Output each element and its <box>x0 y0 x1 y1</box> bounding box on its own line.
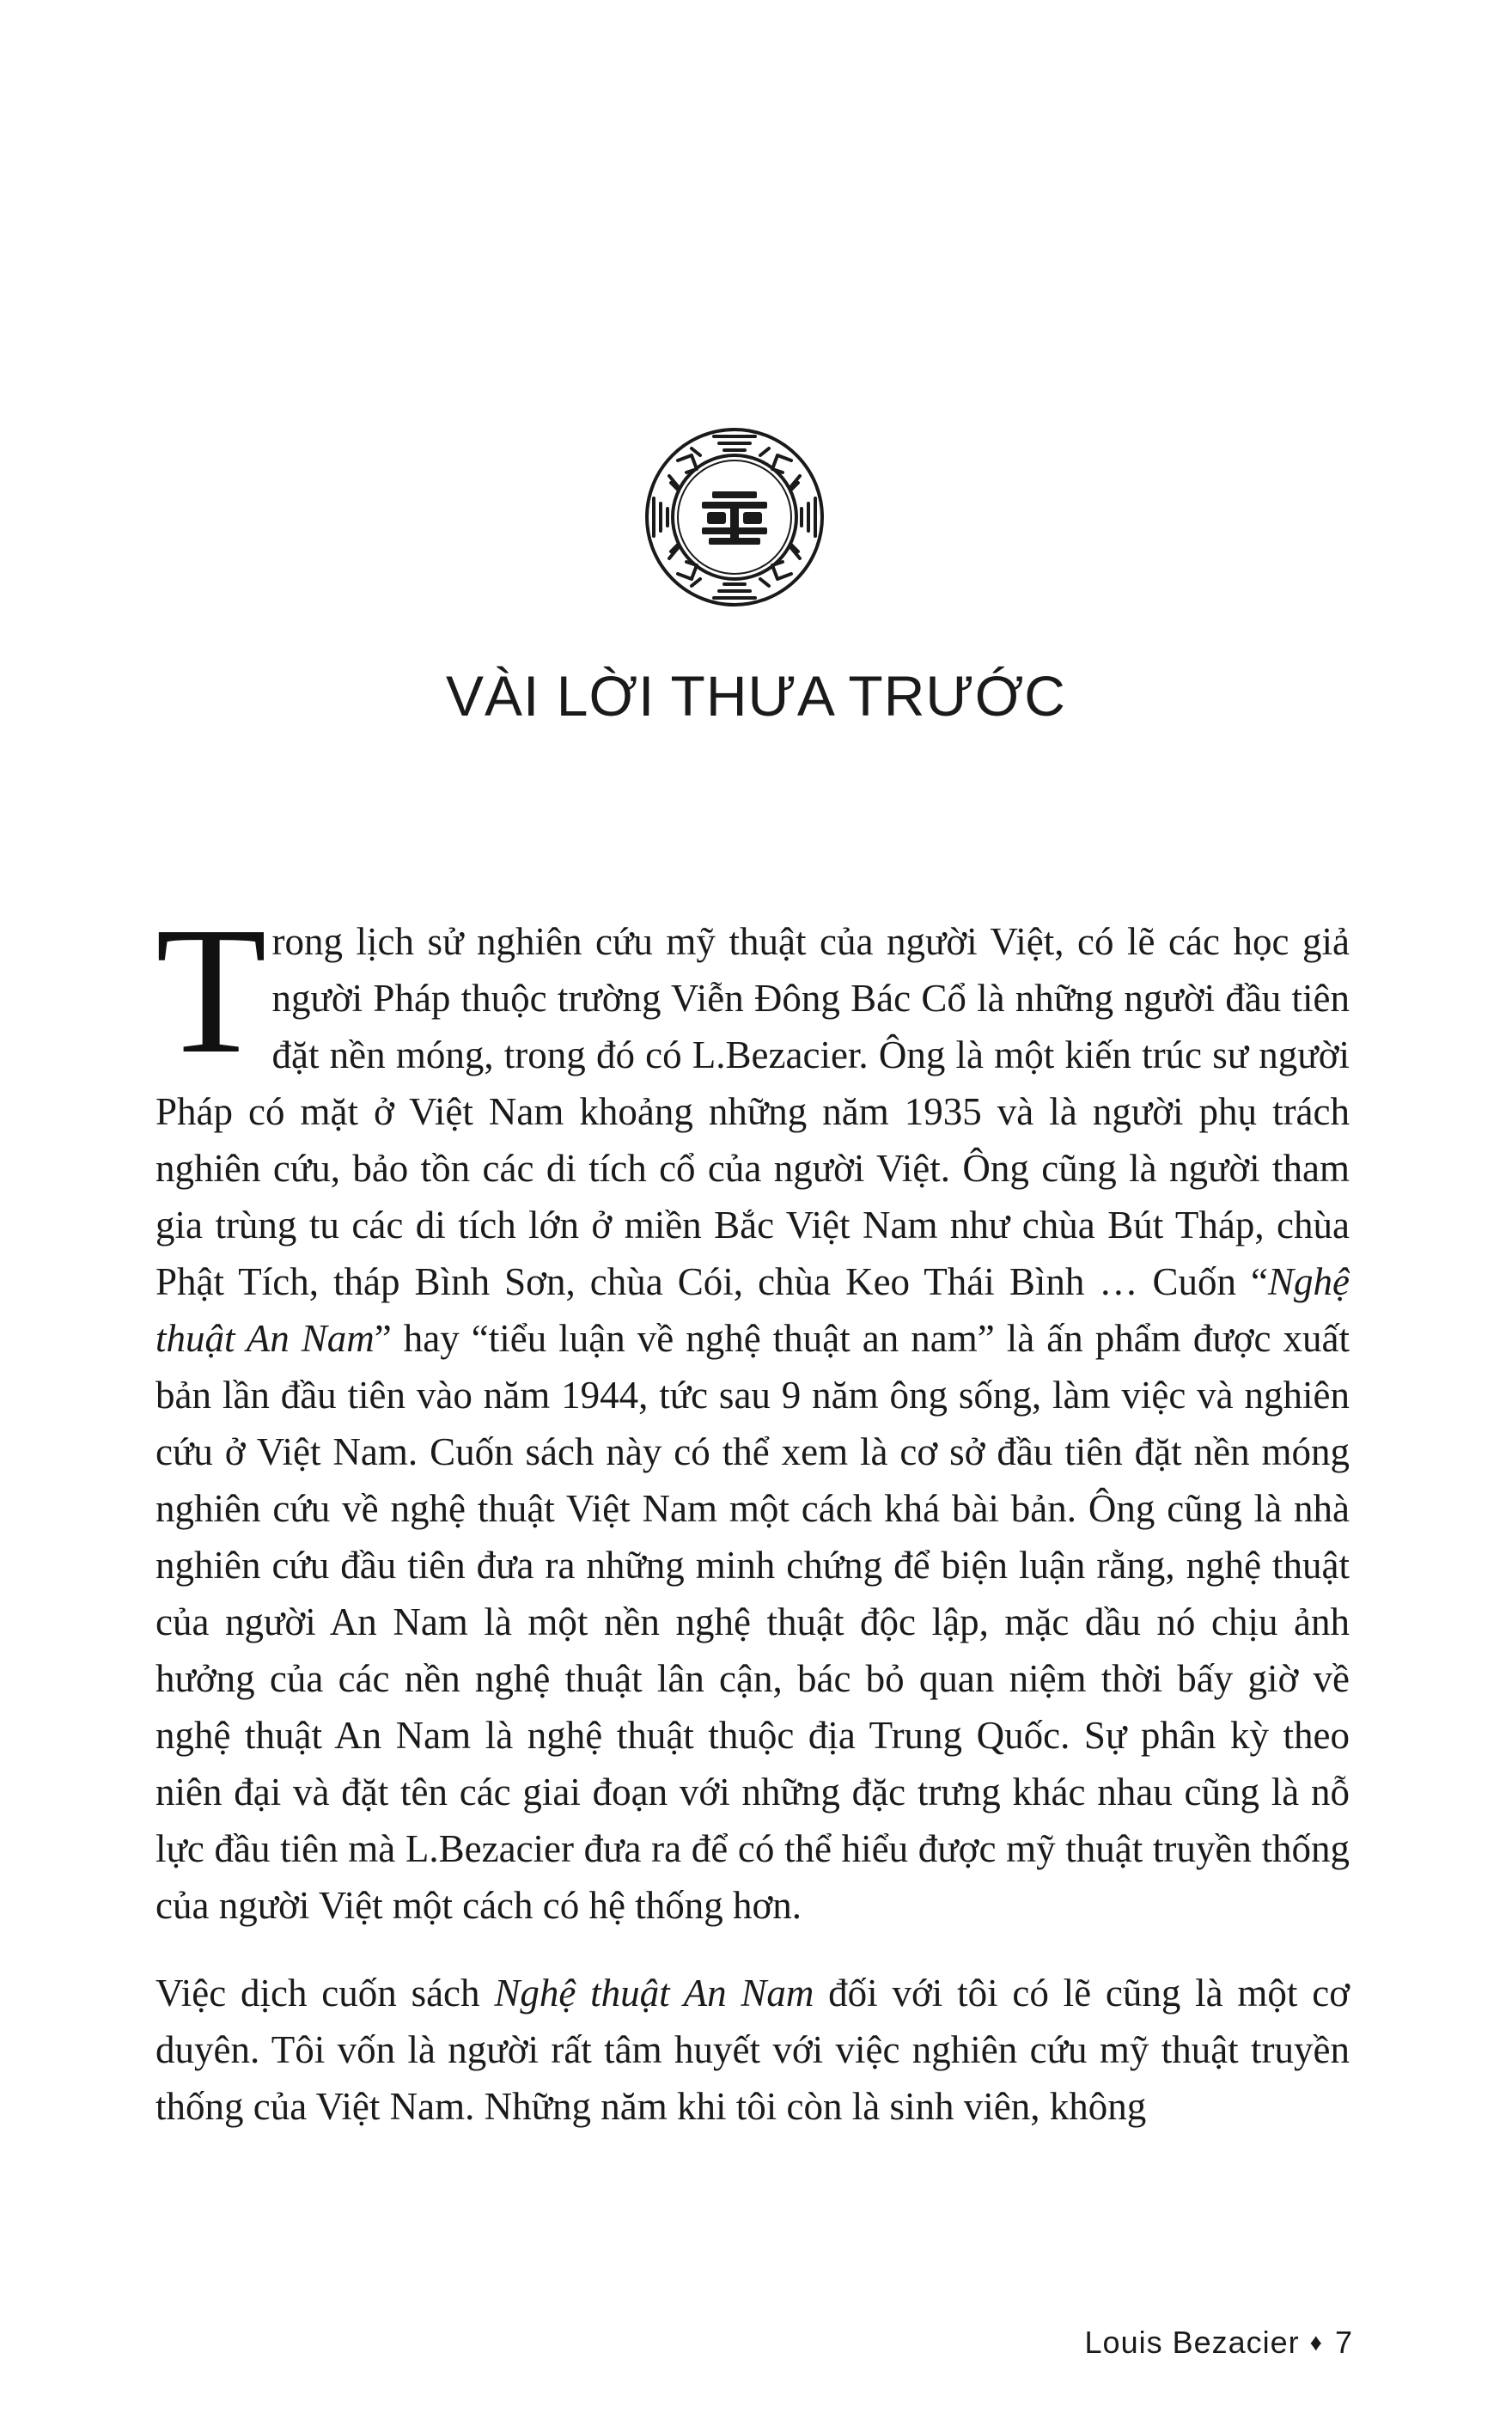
chapter-body <box>155 889 1350 2135</box>
diamond-separator-icon: ♦ <box>1309 2329 1323 2356</box>
paragraph-2-lead: Việc dịch cuốn sách <box>155 1972 495 2015</box>
running-head: Louis Bezacier <box>1084 2325 1300 2360</box>
paragraph-1-text-a: rong lịch sử nghiên cứu mỹ thuật của người Việt, có lẽ các học giả người Pháp thuộc trường Viễn Đông Bác Cổ là những người đầu tiên đặt nền móng, trong đó có L.Bezacier. Ông là một kiến trúc sư người Pháp có mặt ở Việt Nam khoảng những năm 1935 và là người phụ trách nghiên cứu, bảo tồn các di tích cổ của người Việt. Ông cũng là người tham gia trùng tu các di tích lớn ở miền Bắc Việt Nam như chùa Bút Tháp, chùa Phật Tích, tháp Bình Sơn, chùa Cói, chùa Keo Thái Bình … Cuốn “ <box>155 920 1350 1303</box>
circular-longevity-emblem-icon <box>640 423 829 612</box>
page-number: 7 <box>1334 2325 1353 2360</box>
paragraph-1 <box>155 889 1350 1934</box>
page-footer <box>1085 2325 1353 2361</box>
book-title-italic: Nghệ thuật An Nam <box>155 1260 1350 1360</box>
drop-cap: T <box>155 889 267 1091</box>
book-title-italic-2: Nghệ thuật An Nam <box>494 1972 814 2015</box>
paragraph-2-text: đối với tôi có lẽ cũng là một cơ duyên. Tôi vốn là người rất tâm huyết với việc nghiên cứu mỹ thuật truyền thống của Việt Nam. Những năm khi tôi còn là sinh viên, không <box>155 1972 1350 2128</box>
paragraph-2 <box>155 1965 1350 2135</box>
paragraph-1-text-b: ” hay “tiểu luận về nghệ thuật an nam” là ấn phẩm được xuất bản lần đầu tiên vào năm 1944, tức sau 9 năm ông sống, làm việc và nghiên cứu ở Việt Nam. Cuốn sách này có thể xem là cơ sở đầu tiên đặt nền móng nghiên cứu về nghệ thuật Việt Nam một cách khá bài bản. Ông cũng là nhà nghiên cứu đầu tiên đưa ra những minh chứng để biện luận rằng, nghệ thuật của người An Nam là một nền nghệ thuật độc lập, mặc dầu nó chịu ảnh hưởng của các nền nghệ thuật lân cận, bác bỏ quan niệm thời bấy giờ về nghệ thuật An Nam là nghệ thuật thuộc địa Trung Quốc. Sự phân kỳ theo niên đại và đặt tên các giai đoạn với những đặc trưng khác nhau cũng là nỗ lực đầu tiên mà L.Bezacier đưa ra để có thể hiểu được mỹ thuật truyền thống của người Việt một cách có hệ thống hơn. <box>155 1317 1350 1927</box>
chapter-title: VÀI LỜI THƯA TRƯỚC <box>446 664 1066 728</box>
